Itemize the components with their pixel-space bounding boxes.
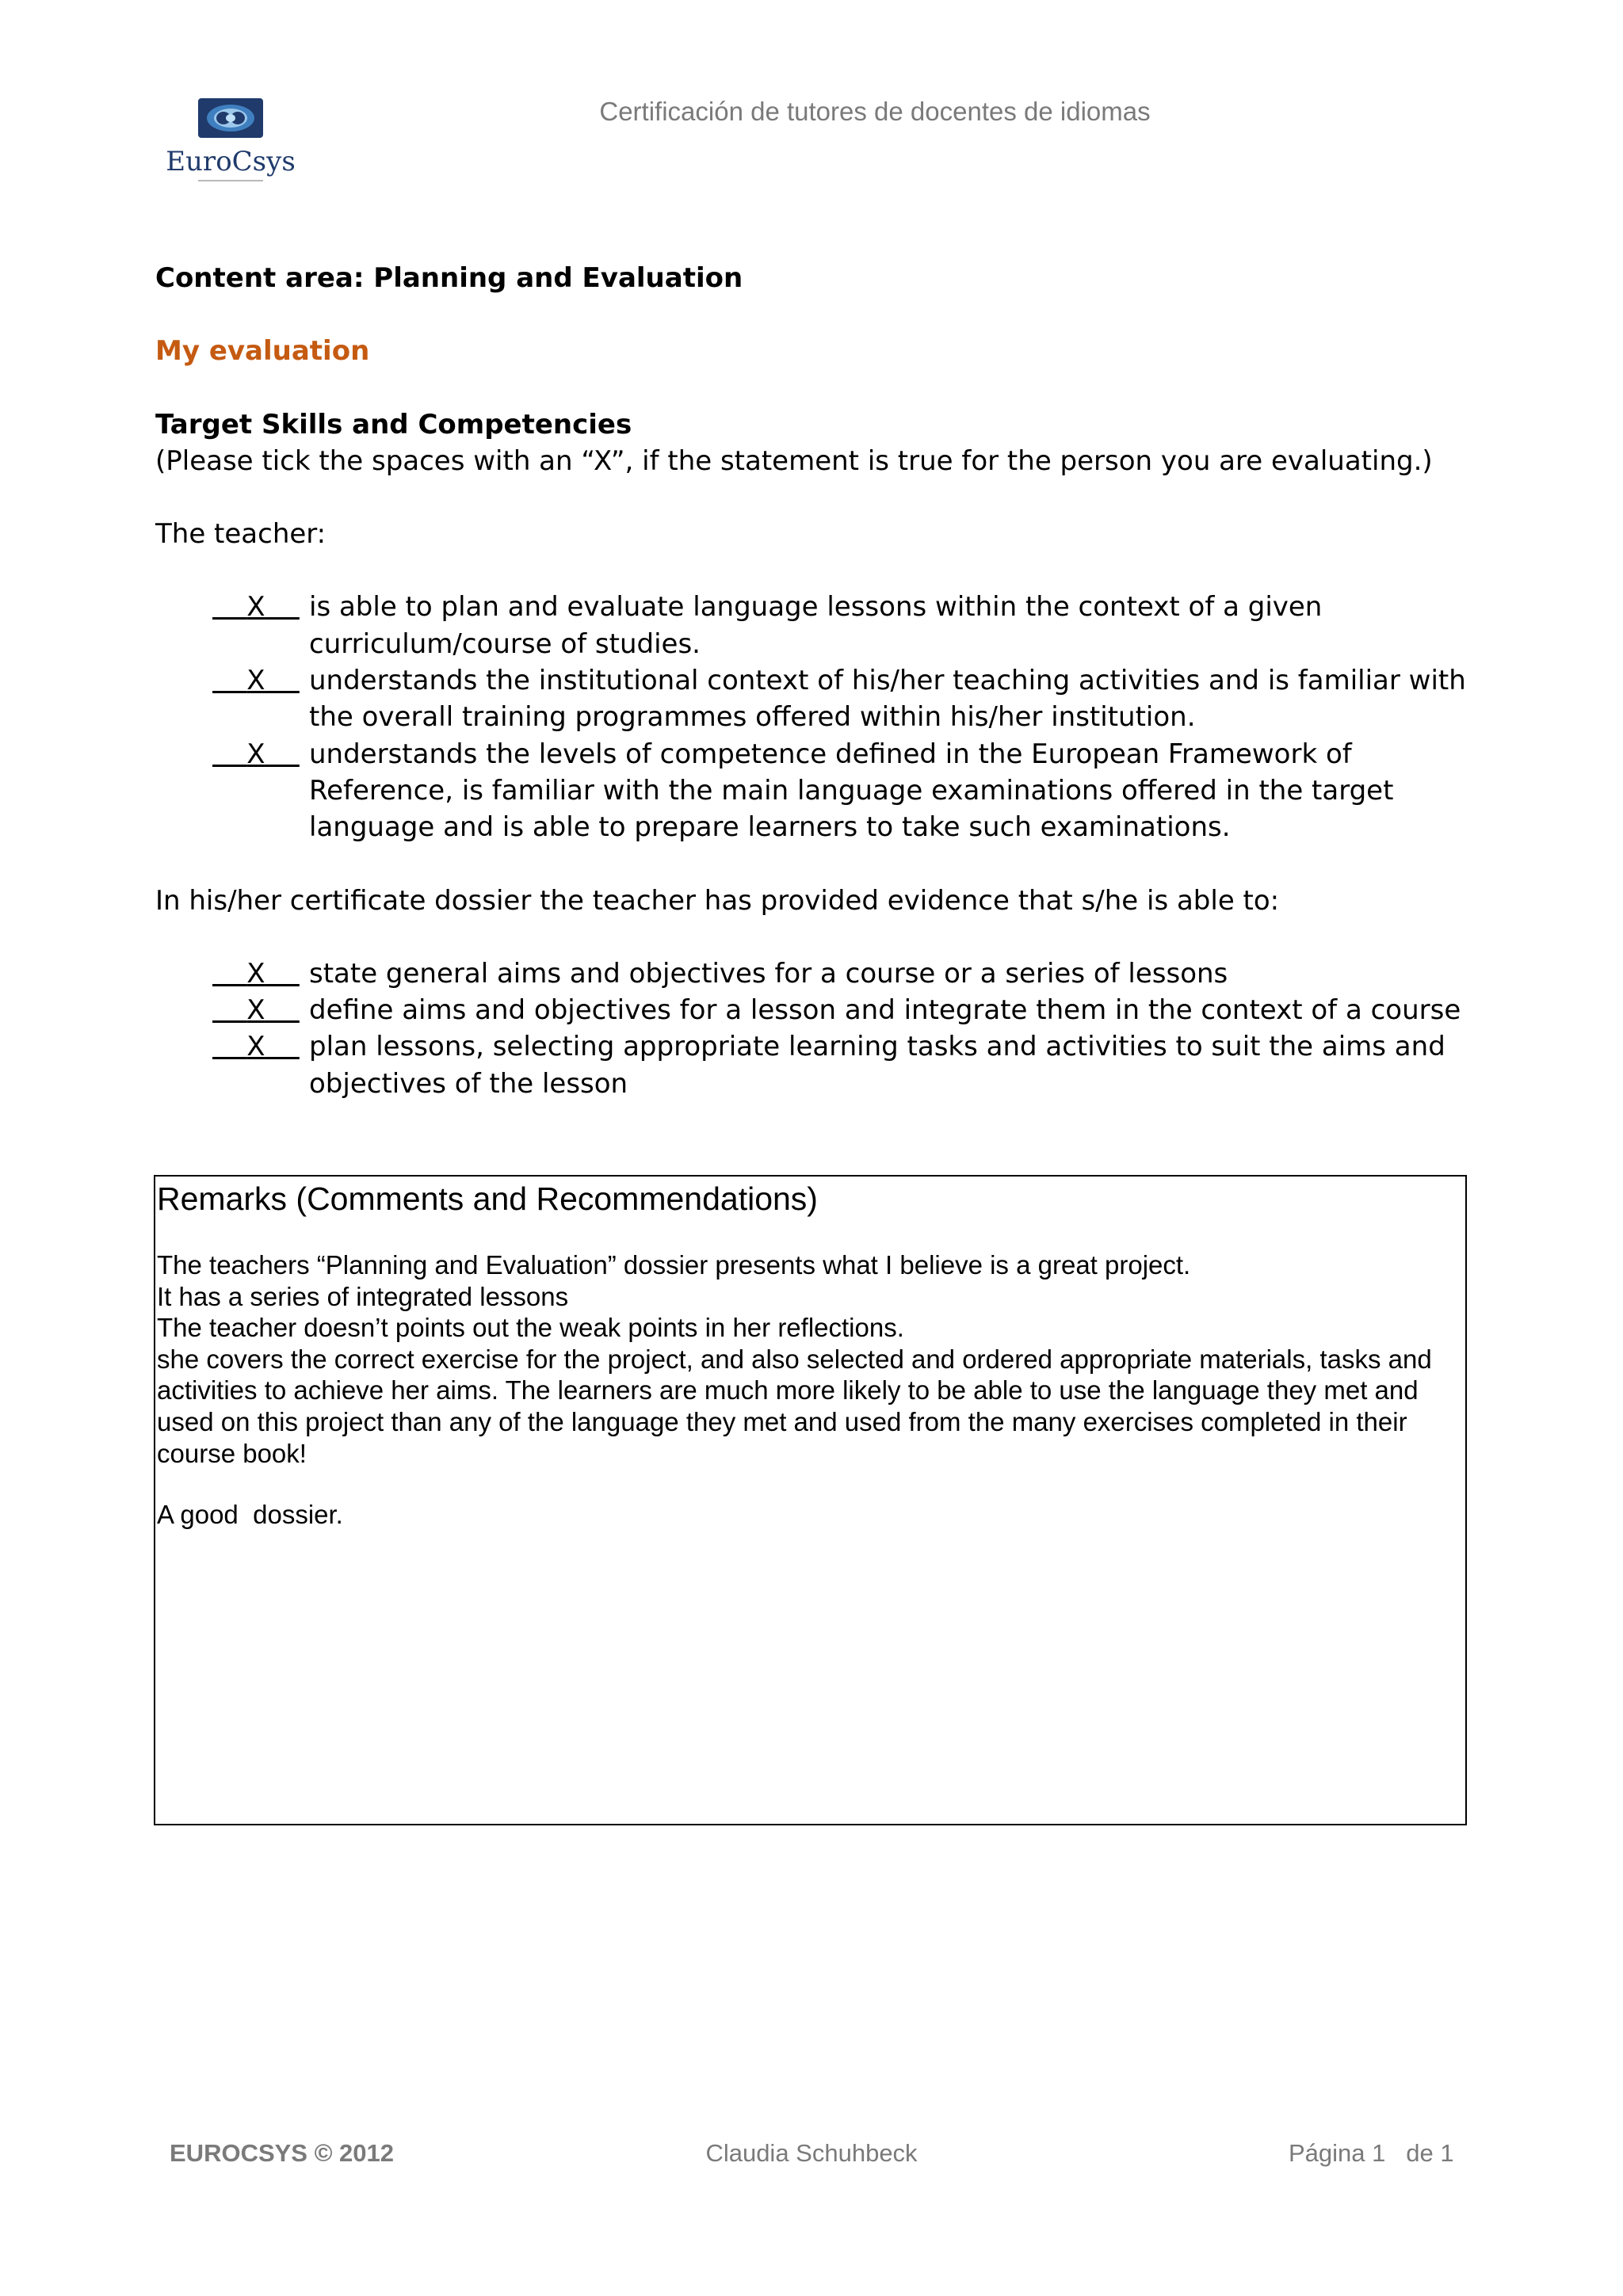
footer-page-number: Página 1 de 1	[1289, 2139, 1454, 2167]
svg-text:EuroCsys: EuroCsys	[166, 146, 296, 177]
checklist-text: understands the institutional context of his/her teaching activities and is familiar with the overall training programmes offered within his/her institution.	[309, 665, 1466, 734]
checklist-item	[155, 589, 1471, 662]
checkbox-mark[interactable]: X	[246, 957, 265, 990]
checklist-item	[155, 1028, 1471, 1102]
target-skills-heading: Target Skills and Competencies	[155, 408, 632, 441]
remarks-text	[157, 1249, 1464, 1469]
checklist-item	[155, 955, 1471, 992]
remarks-line: she covers the correct exercise for the project, and also selected and ordered appropriate materials, tasks and activities to achieve her aims. The learners are much more likely to be able to use the language they met and used on this project than any of the language they met and used from the many exercises completed in their course book!	[157, 1344, 1432, 1468]
remarks-line: The teacher doesn’t points out the weak points in her reflections.	[157, 1313, 904, 1343]
footer-author: Claudia Schuhbeck	[705, 2139, 918, 2167]
checklist-item	[155, 736, 1471, 846]
content-area-title: Content area: Planning and Evaluation	[155, 262, 743, 294]
checkbox-mark[interactable]: X	[246, 591, 265, 624]
teacher-intro: The teacher:	[155, 518, 327, 551]
checklist-text: define aims and objectives for a lesson and integrate them in the context of a course	[309, 994, 1461, 1027]
checkbox-mark[interactable]: X	[246, 1031, 265, 1063]
checkbox-mark[interactable]: X	[246, 665, 265, 697]
checklist-text: understands the levels of competence defined in the European Framework of Reference, is familiar with the main language examinations offered in the target language and is able to prepare learners to take such examinations.	[309, 738, 1394, 844]
teacher-checklist	[155, 589, 1471, 845]
checklist-text: is able to plan and evaluate language lessons within the context of a given curriculum/course of studies.	[309, 591, 1323, 660]
checklist-text: plan lessons, selecting appropriate learning tasks and activities to suit the aims and objectives of the lesson	[309, 1031, 1445, 1100]
checklist-item	[155, 662, 1471, 736]
instruction-text: (Please tick the spaces with an “X”, if the statement is true for the person you are evaluating.)	[155, 444, 1433, 477]
remarks-line: It has a series of integrated lessons	[157, 1281, 569, 1311]
remarks-box[interactable]	[154, 1175, 1467, 1825]
checklist-item	[155, 992, 1471, 1028]
remarks-title: Remarks (Comments and Recommendations)	[157, 1180, 818, 1217]
header-title: Certificación de tutores de docentes de idiomas	[599, 97, 1151, 126]
remarks-closing: A good dossier.	[157, 1500, 343, 1530]
checklist-text: state general aims and objectives for a course or a series of lessons	[309, 957, 1228, 990]
remarks-line: The teachers “Planning and Evaluation” dossier presents what I believe is a great project.	[157, 1250, 1191, 1280]
checkbox-mark[interactable]: X	[246, 994, 265, 1027]
dossier-intro: In his/her certificate dossier the teacher has provided evidence that s/he is able to:	[155, 884, 1280, 917]
my-evaluation-heading: My evaluation	[155, 335, 370, 368]
dossier-checklist	[155, 955, 1471, 1102]
evaluation-content	[155, 260, 1471, 1102]
footer-copyright: EUROCSYS © 2012	[170, 2139, 395, 2167]
checkbox-mark[interactable]: X	[246, 738, 265, 770]
